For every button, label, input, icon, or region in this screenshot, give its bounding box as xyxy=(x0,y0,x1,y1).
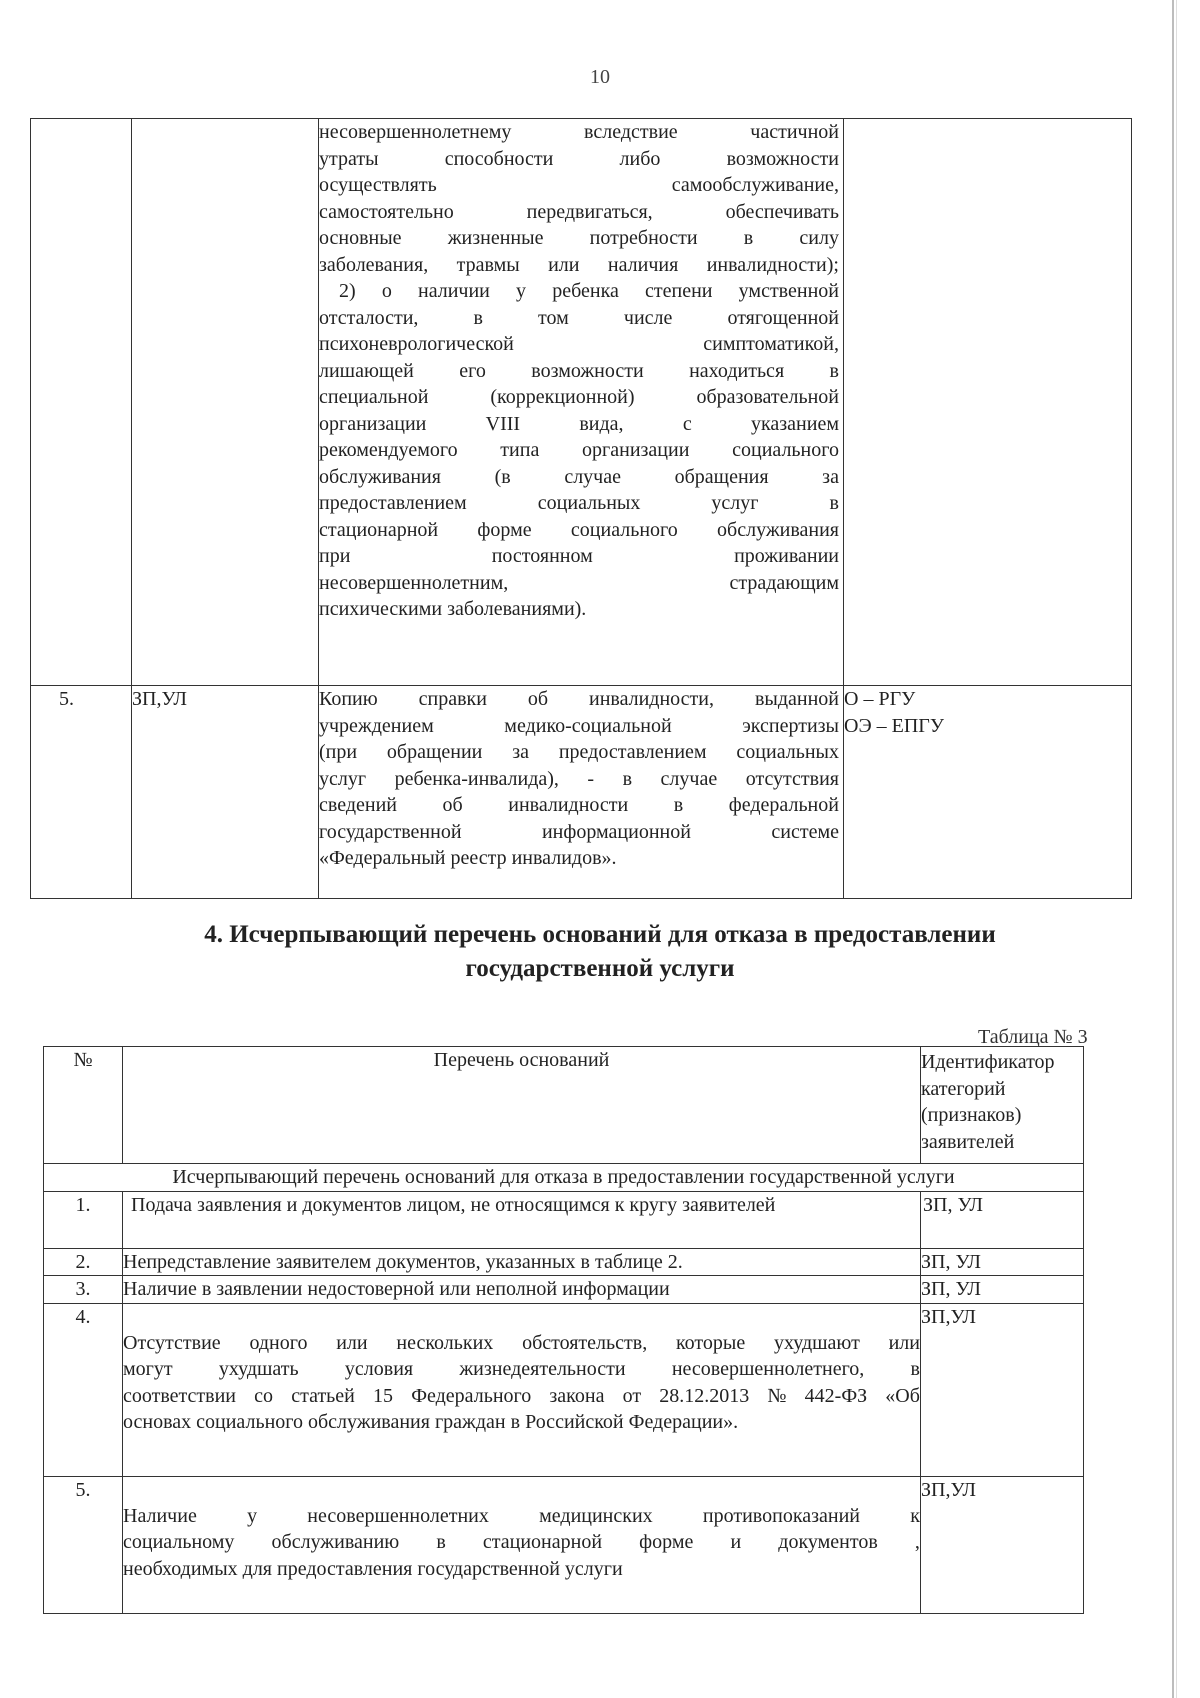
documents-table-continued xyxy=(30,118,1132,899)
row-id: ЗП, УЛ xyxy=(921,1276,1084,1304)
table-row xyxy=(44,1191,1084,1248)
table-row xyxy=(44,1248,1084,1276)
text-line: сведений об инвалидности в федеральной xyxy=(319,794,839,816)
text-line: 2) о наличии у ребенка степени умственной xyxy=(339,280,839,302)
table-label: Таблица № 3 xyxy=(978,1026,1088,1048)
row-document-text xyxy=(319,686,839,872)
header-id-line: Идентификатор xyxy=(921,1051,1055,1073)
text-line: обслуживания (в случае обращения за xyxy=(319,465,839,488)
text-line: (при обращении за предоставлением социальных xyxy=(319,741,839,763)
text-line: социальному обслуживанию в стационарной форме и документов , xyxy=(123,1531,920,1553)
header-id-line: заявителей xyxy=(921,1130,1015,1153)
header-id xyxy=(921,1047,1084,1164)
row-number: 5. xyxy=(31,686,132,899)
table-header-row xyxy=(44,1047,1084,1164)
table-row xyxy=(44,1476,1084,1613)
row-text: Подача заявления и документов лицом, не относящимся к кругу заявителей xyxy=(123,1191,921,1248)
table-row xyxy=(44,1303,1084,1476)
text-line: «Федеральный реестр инвалидов». xyxy=(319,847,617,869)
text-line: основах социального обслуживания граждан в Российской Федерации». xyxy=(123,1411,739,1433)
scan-edge-shadow xyxy=(1176,0,1177,1698)
row-text: Наличие в заявлении недостоверной или неполной информации xyxy=(123,1276,921,1304)
text-line: государственной информационной системе xyxy=(319,820,839,843)
text-line: Наличие у несовершеннолетних медицинских противопоказаний к xyxy=(123,1504,920,1527)
section-title-line-2: государственной услуги xyxy=(465,955,735,982)
header-num: № xyxy=(44,1047,123,1164)
text-line: специальной (коррекционной) образовательной xyxy=(319,386,839,408)
cell-document xyxy=(319,119,844,686)
text-line: несовершеннолетним, страдающим xyxy=(319,571,839,594)
row-text-lines xyxy=(123,1330,920,1436)
row-text-lines xyxy=(123,1503,920,1583)
table-subheader-row xyxy=(44,1164,1084,1192)
section-title-line-1: 4. Исчерпывающий перечень оснований для отказа в предоставлении xyxy=(204,921,996,948)
row-category: ЗП,УЛ xyxy=(132,686,319,899)
note-line-2: ОЭ – ЕПГУ xyxy=(844,714,945,737)
text-line: психоневрологической симптоматикой, xyxy=(319,333,839,355)
text-line: услуг ребенка-инвалида), - в случае отсутствия xyxy=(319,767,839,790)
table-row xyxy=(44,1276,1084,1304)
text-line: соответствии со статьей 15 Федерального закона от 28.12.2013 № 442-ФЗ «Об xyxy=(123,1384,920,1407)
note-line-1: О – РГУ xyxy=(844,688,916,710)
row-id: ЗП,УЛ xyxy=(921,1476,1084,1613)
row-document xyxy=(319,686,844,899)
text-line: при постоянном проживании xyxy=(319,545,839,567)
text-line: психическими заболеваниями). xyxy=(319,598,587,620)
text-line: Копию справки об инвалидности, выданной xyxy=(319,688,839,710)
text-line: утраты способности либо возможности xyxy=(319,147,839,170)
text-line: основные жизненные потребности в силу xyxy=(319,227,839,249)
text-line: учреждением медико-социальной экспертизы xyxy=(319,714,839,737)
scan-edge xyxy=(1172,0,1174,1698)
row-number: 2. xyxy=(44,1248,123,1276)
text-line: рекомендуемого типа организации социального xyxy=(319,439,839,461)
header-id-line: (признаков) xyxy=(921,1104,1022,1126)
cell-num xyxy=(31,119,132,686)
row-number: 1. xyxy=(44,1191,123,1248)
text-line: несовершеннолетнему вследствие частичной xyxy=(319,121,839,143)
text-line: предоставлением социальных услуг в xyxy=(319,492,839,514)
text-line: могут ухудшать условия жизнедеятельности несовершеннолетнего, в xyxy=(123,1358,920,1380)
continued-text xyxy=(319,119,839,623)
row-id: ЗП, УЛ xyxy=(921,1248,1084,1276)
row-text xyxy=(123,1476,921,1613)
row-note xyxy=(844,686,1132,899)
row-number: 5. xyxy=(44,1476,123,1613)
cell-category xyxy=(132,119,319,686)
header-id-line: категорий xyxy=(921,1077,1006,1100)
table-row xyxy=(31,686,1132,899)
text-line: самостоятельно передвигаться, обеспечивать xyxy=(319,200,839,223)
text-line: необходимых для предоставления государственной услуги xyxy=(123,1557,623,1580)
row-text xyxy=(123,1303,921,1476)
refusal-grounds-table xyxy=(43,1046,1084,1614)
page-number: 10 xyxy=(590,66,610,88)
text-line: лишающей его возможности находиться в xyxy=(319,359,839,382)
row-number: 3. xyxy=(44,1276,123,1304)
row-text: Непредставление заявителем документов, указанных в таблице 2. xyxy=(123,1248,921,1276)
cell-note xyxy=(844,119,1132,686)
text-line: осуществлять самообслуживание, xyxy=(319,174,839,196)
subheader: Исчерпывающий перечень оснований для отказа в предоставлении государственной услуги xyxy=(44,1164,1084,1192)
text-line: организации VIII вида, с указанием xyxy=(319,412,839,435)
table-row xyxy=(31,119,1132,686)
text-line: Отсутствие одного или нескольких обстоятельств, которые ухудшают или xyxy=(123,1331,920,1354)
text-line: отсталости, в том числе отягощенной xyxy=(319,306,839,329)
text-line: стационарной форме социального обслуживания xyxy=(319,518,839,541)
row-id: ЗП,УЛ xyxy=(921,1303,1084,1476)
row-number: 4. xyxy=(44,1303,123,1476)
header-list: Перечень оснований xyxy=(123,1047,921,1164)
row-id: ЗП, УЛ xyxy=(921,1191,1084,1248)
text-line: заболевания, травмы или наличия инвалидности); xyxy=(319,253,839,276)
